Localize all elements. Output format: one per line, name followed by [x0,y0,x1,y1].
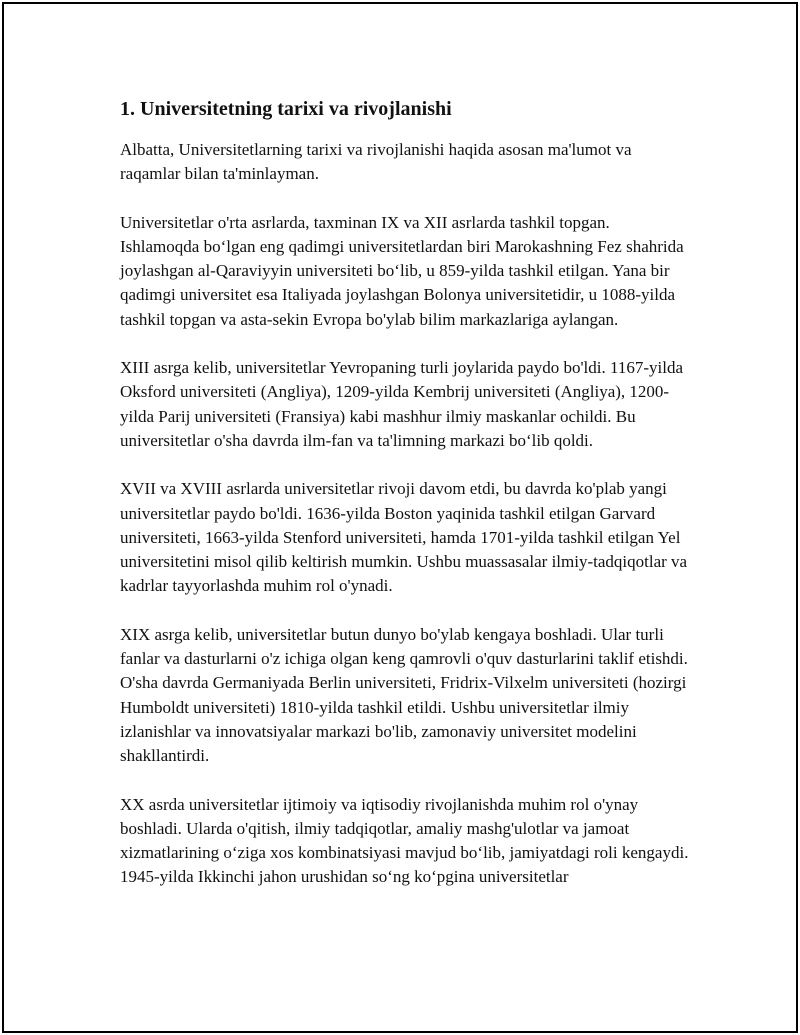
paragraph-middle-ages: Universitetlar o'rta asrlarda, taxminan IX va XII asrlarda tashkil topgan. Ishlamoqda bo‘lgan eng qadimgi universitetlardan biri Marokashning Fez shahrida joylashgan al-Qaraviyyin universiteti bo‘lib, u 859-yilda tashkil etilgan. Yana bir qadimgi universitet esa Italiyada joylashgan Bolonya universitetidir, u 1088-yilda tashkil topgan va asta-sekin Evropa bo'ylab bilim markazlariga aylangan. [120,212,684,329]
section-heading: 1. Universitetning tarixi va rivojlanishi [120,98,452,120]
document-body [120,96,690,914]
paragraph-19th-century: XIX asrga kelib, universitetlar butun dunyo bo'ylab kengaya boshladi. Ular turli fanlar va dasturlarni o'z ichiga olgan keng qamrovli o'quv dasturlarini taklif etishdi. O'sha davrda Germaniyada Berlin universiteti, Fridrix-Vilxelm universiteti (hozirgi Humboldt universiteti) 1810-yilda tashkil etildi. Ushbu universitetlar ilmiy izlanishlar va innovatsiyalar markazi bo'lib, zamonaviy universitet modelini shakllantirdi. [120,624,688,766]
paragraph-20th-century: XX asrda universitetlar ijtimoiy va iqtisodiy rivojlanishda muhim rol o'ynay boshladi. Ularda o'qitish, ilmiy tadqiqotlar, amaliy mashg'ulotlar va jamoat xizmatlarining o‘ziga xos kombinatsiyasi mavjud bo‘lib, jamiyatdagi roli kengaydi. 1945-yilda Ikkinchi jahon urushidan so‘ng ko‘pgina universitetlar [120,794,689,887]
paragraph-13th-century: XIII asrga kelib, universitetlar Yevropaning turli joylarida paydo bo'ldi. 1167-yilda Oksford universiteti (Angliya), 1209-yilda Kembrij universiteti (Angliya), 1200-yilda Parij universiteti (Fransiya) kabi mashhur ilmiy maskanlar ochildi. Bu universitetlar o'sha davrda ilm-fan va ta'limning markazi bo‘lib qoldi. [120,358,684,450]
paragraph-17th-18th-century: XVII va XVIII asrlarda universitetlar rivoji davom etdi, bu davrda ko'plab yangi universitetlar paydo bo'ldi. 1636-yilda Boston yaqinida tashkil etilgan Garvard universiteti, 1663-yilda Stenford universiteti, hamda 1701-yilda tashkil etilgan Yel universitetini misol qilib keltirish mumkin. Ushbu muassasalar ilmiy-tadqiqotlar va kadrlar tayyorlashda muhim rol o'ynadi. [120,479,688,596]
paragraph-intro: Albatta, Universitetlarning tarixi va rivojlanishi haqida asosan ma'lumot va raqamlar bilan ta'minlayman. [120,140,632,184]
document-page [2,2,798,1033]
